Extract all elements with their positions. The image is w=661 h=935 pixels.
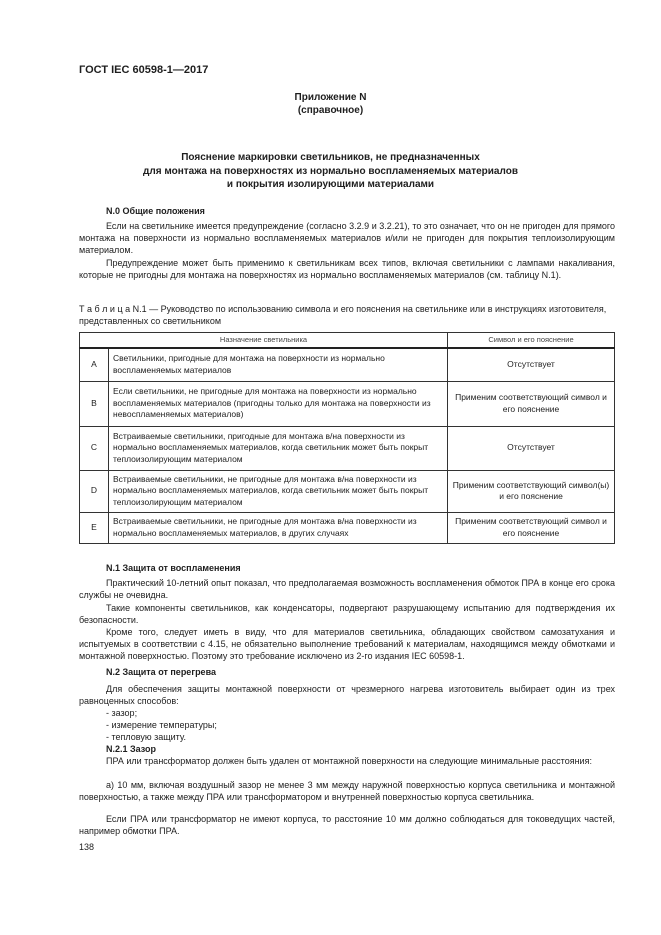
section-n0-heading: N.0 Общие положения xyxy=(106,206,205,216)
row-purpose: Встраиваемые светильники, не пригодные для монтажа в/на поверхности из нормально воспламеняемых материалов, в других случаях xyxy=(109,512,448,543)
row-letter: B xyxy=(80,381,109,426)
table-caption xyxy=(79,303,615,327)
table-row xyxy=(80,470,615,512)
section-n21-paragraph-1: ПРА или трансформатор должен быть удален от монтажной поверхности на следующие минимальные расстояния: xyxy=(106,756,592,766)
standard-header: ГОСТ IEC 60598-1—2017 xyxy=(79,64,209,76)
section-n2-list-item: - измерение температуры; xyxy=(106,720,217,730)
row-symbol: Отсутствует xyxy=(448,426,615,470)
section-n1-paragraph-1: Практический 10-летний опыт показал, что предполагаемая возможность воспламенения обмоток ПРА в конце его срока службы не очевидна. xyxy=(79,578,615,600)
row-letter: A xyxy=(80,348,109,381)
row-purpose: Если светильники, не пригодные для монтажа на поверхности из нормально воспламеняемых материалов (пригодны только для монтажа на поверхности из невоспламеняемых материалов) xyxy=(109,381,448,426)
column-header-symbol: Символ и его пояснение xyxy=(448,333,615,349)
column-header-purpose: Назначение светильника xyxy=(80,333,448,349)
section-n21-heading: N.2.1 Зазор xyxy=(106,744,157,754)
table-caption-text: N.1 — Руководство по использованию символа и его пояснения на светильнике или в инструкциях изготовителя, представленных со светильником xyxy=(79,304,607,326)
section-n0-paragraph-2: Предупреждение может быть применимо к светильникам всех типов, включая светильники с лампами накаливания, которые не пригодны для монтажа на поверхностях из нормально воспламеняемых материалов (см. таблицу N.1). xyxy=(79,258,615,280)
row-symbol: Применим соответствующий символ и его пояснение xyxy=(448,512,615,543)
annex-title xyxy=(0,151,661,192)
section-n2-heading: N.2 Защита от перегрева xyxy=(106,667,216,677)
row-symbol: Применим соответствующий символ(ы) и его пояснение xyxy=(448,470,615,512)
annex-heading xyxy=(0,91,661,117)
page-number: 138 xyxy=(79,842,95,852)
row-purpose: Светильники, пригодные для монтажа на поверхности из нормально воспламеняемых материалов xyxy=(109,348,448,381)
row-symbol: Применим соответствующий символ и его пояснение xyxy=(448,381,615,426)
row-purpose: Встраиваемые светильники, пригодные для монтажа в/на поверхности из нормально воспламеняемых материалов, когда светильник может быть покрыт теплоизолирующим материалом xyxy=(109,426,448,470)
section-n2-list-item: - тепловую защиту. xyxy=(106,732,186,742)
row-purpose: Встраиваемые светильники, не пригодные для монтажа в/на поверхности из нормально воспламеняемых материалов, когда светильник может быть покрыт теплоизолирующим материалом xyxy=(109,470,448,512)
section-n21-paragraph-3: Если ПРА или трансформатор не имеют корпуса, то расстояние 10 мм должно соблюдаться для токоведущих частей, например обмотки ПРА. xyxy=(79,814,615,836)
row-letter: C xyxy=(80,426,109,470)
row-symbol: Отсутствует xyxy=(448,348,615,381)
table-header-row xyxy=(80,333,615,349)
title-line-1: Пояснение маркировки светильников, не предназначенных xyxy=(181,152,480,163)
marking-table xyxy=(79,332,615,544)
annex-name: Приложение N xyxy=(294,92,367,103)
title-line-3: и покрытия изолирующими материалами xyxy=(226,179,435,190)
section-n21-paragraph-2: а) 10 мм, включая воздушный зазор не менее 3 мм между наружной поверхностью корпуса светильника и монтажной поверхностью, а также между ПРА или трансформатором и внутренней поверхностью корпуса светильника. xyxy=(79,780,615,802)
table-caption-label: Т а б л и ц а xyxy=(79,304,131,314)
section-n1-heading: N.1 Защита от воспламенения xyxy=(106,563,241,573)
table-row xyxy=(80,348,615,381)
section-n2-paragraph-1: Для обеспечения защиты монтажной поверхности от чрезмерного нагрева изготовитель выбирает один из трех равноценных способов: xyxy=(79,684,615,706)
section-n0-paragraph-1: Если на светильнике имеется предупреждение (согласно 3.2.9 и 3.2.21), то это означает, что он не пригоден для прямого монтажа на поверхности из нормально воспламеняемых материалов и/или не пригоден для покрытия теплоизолирующим материалом. xyxy=(79,221,615,255)
section-n2-list-item: - зазор; xyxy=(106,708,138,718)
row-letter: E xyxy=(80,512,109,543)
title-line-2: для монтажа на поверхностях из нормально воспламеняемых материалов xyxy=(143,165,518,177)
section-n1-paragraph-3: Кроме того, следует иметь в виду, что для материалов светильника, обладающих свойством самозатухания и испытуемых в соответствии с 4.15, не обязательно выполнение требований к материалам, находящимся между обмотками и монтажной поверхностью. Поэтому это требование исключено из 2-го издания IEC 60598-1. xyxy=(79,627,615,661)
row-letter: D xyxy=(80,470,109,512)
table-row xyxy=(80,381,615,426)
table-row xyxy=(80,512,615,543)
annex-type: (справочное) xyxy=(297,105,364,116)
section-n1-paragraph-2: Такие компоненты светильников, как конденсаторы, подвергают разрушающему испытанию для подтверждения их безопасности. xyxy=(79,603,615,625)
table-row xyxy=(80,426,615,470)
